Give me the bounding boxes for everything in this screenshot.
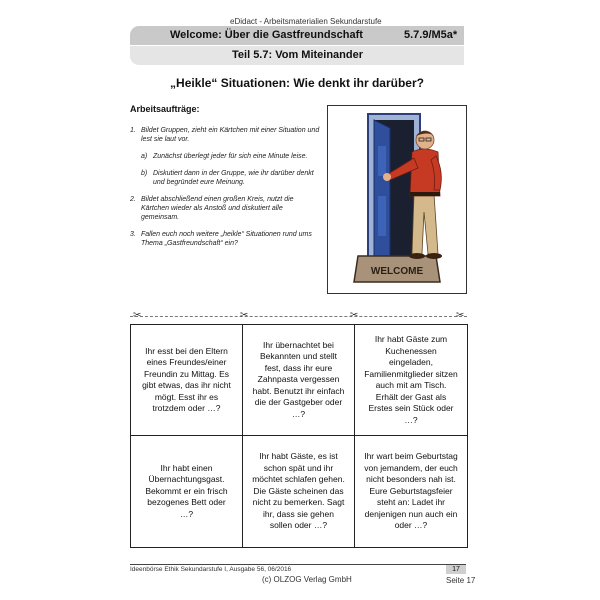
footer-copyright: (c) OLZOG Verlag GmbH	[262, 575, 352, 584]
situation-card: Ihr habt Gäste, es ist schon spät und ihr möchtet schlafen gehen. Die Gäste scheinen das nicht zu bemerken. Sagt ihr, dass sie gehen sollen oder …?	[243, 436, 355, 547]
man-legs	[412, 194, 438, 254]
tasks-title: Arbeitsaufträge:	[130, 104, 200, 114]
door-panel	[374, 120, 390, 266]
man-shoe	[409, 253, 425, 259]
task-number: b)	[141, 170, 148, 177]
man-belt	[410, 192, 440, 196]
document-subtitle: Teil 5.7: Vom Miteinander	[232, 49, 364, 61]
task-text: Fallen euch noch weitere „heikle“ Situationen rund ums Thema „Gastfreundschaft“ ein?	[141, 231, 312, 247]
task-subitem	[141, 169, 320, 187]
task-text: Zunächst überlegt jeder für sich eine Minute leise.	[153, 153, 308, 160]
situation-card: Ihr wart beim Geburtstag von jemandem, der euch nicht besonders nah ist. Eure Geburtstagsfeier steht an: Ladet ihr denjenigen nun auch ein oder …?	[364, 451, 458, 531]
footer-source: Ideenbörse Ethik Sekundarstufe I, Ausgabe 56, 06/2016	[130, 566, 292, 573]
footer-rule	[130, 564, 466, 565]
page-label: Seite 17	[446, 576, 476, 585]
task-number: 1.	[130, 127, 136, 134]
scissors-icon: ✂	[350, 310, 359, 321]
task-subitem	[141, 152, 320, 161]
page-number-box: 17	[446, 565, 466, 574]
section-heading: „Heikle“ Situationen: Wie denkt ihr darüber?	[170, 76, 424, 90]
task-number: a)	[141, 153, 148, 160]
publisher-line: eDidact - Arbeitsmaterialien Sekundarstufe	[230, 17, 382, 26]
scissors-icon: ✂	[240, 310, 249, 321]
door-inset	[378, 146, 386, 176]
task-text: Bildet abschließend einen großen Kreis, nutzt die Kärtchen wieder als Anstoß und diskutiert alle gemeinsam.	[141, 196, 294, 221]
scissors-icon: ✂	[133, 310, 142, 321]
situation-cards	[130, 324, 468, 548]
welcome-illustration	[327, 105, 467, 294]
door-man-illustration	[328, 106, 466, 293]
door-inset	[378, 196, 386, 236]
man-hand	[383, 173, 391, 181]
subtitle-bar	[130, 45, 464, 65]
material-code: 5.7.9/M5a*	[404, 29, 458, 41]
scissors-icon: ✂	[456, 310, 465, 321]
situation-card: Ihr habt einen Übernachtungsgast. Bekommt er ein frisch bezogenes Bett oder …?	[131, 436, 243, 547]
mat-text: WELCOME	[370, 266, 424, 277]
situation-card: Ihr übernachtet bei Bekannten und stellt fest, dass ihr eure Zahnpasta vergessen habt. Benutzt ihr einfach die der Gastgeber oder …?	[243, 325, 355, 436]
man-shoe	[426, 253, 442, 259]
situation-card: Ihr habt Gäste zum Kuchenessen eingeladen, Familienmitglieder sitzen auch mit am Tisch. Erhält der Gast als Erstes sein Stück oder …?	[355, 325, 467, 436]
task-number: 2.	[130, 196, 136, 203]
cut-line	[130, 316, 467, 317]
document-title: Welcome: Über die Gastfreundschaft	[170, 29, 363, 41]
task-item	[130, 230, 320, 248]
situation-card: Ihr esst bei den Eltern eines Freundes/einer Freundin zu Mittag. Es gibt etwas, das ihr nicht mögt. Esst ihr es trotzdem oder …?	[131, 325, 243, 436]
task-item	[130, 126, 320, 144]
task-text: Bildet Gruppen, zieht ein Kärtchen mit einer Situation und lest sie laut vor.	[141, 127, 320, 143]
task-list	[130, 126, 320, 256]
task-text: Diskutiert dann in der Gruppe, wie ihr darüber denkt und begründet eure Meinung.	[153, 170, 314, 186]
task-number: 3.	[130, 231, 136, 238]
task-item	[130, 195, 320, 222]
